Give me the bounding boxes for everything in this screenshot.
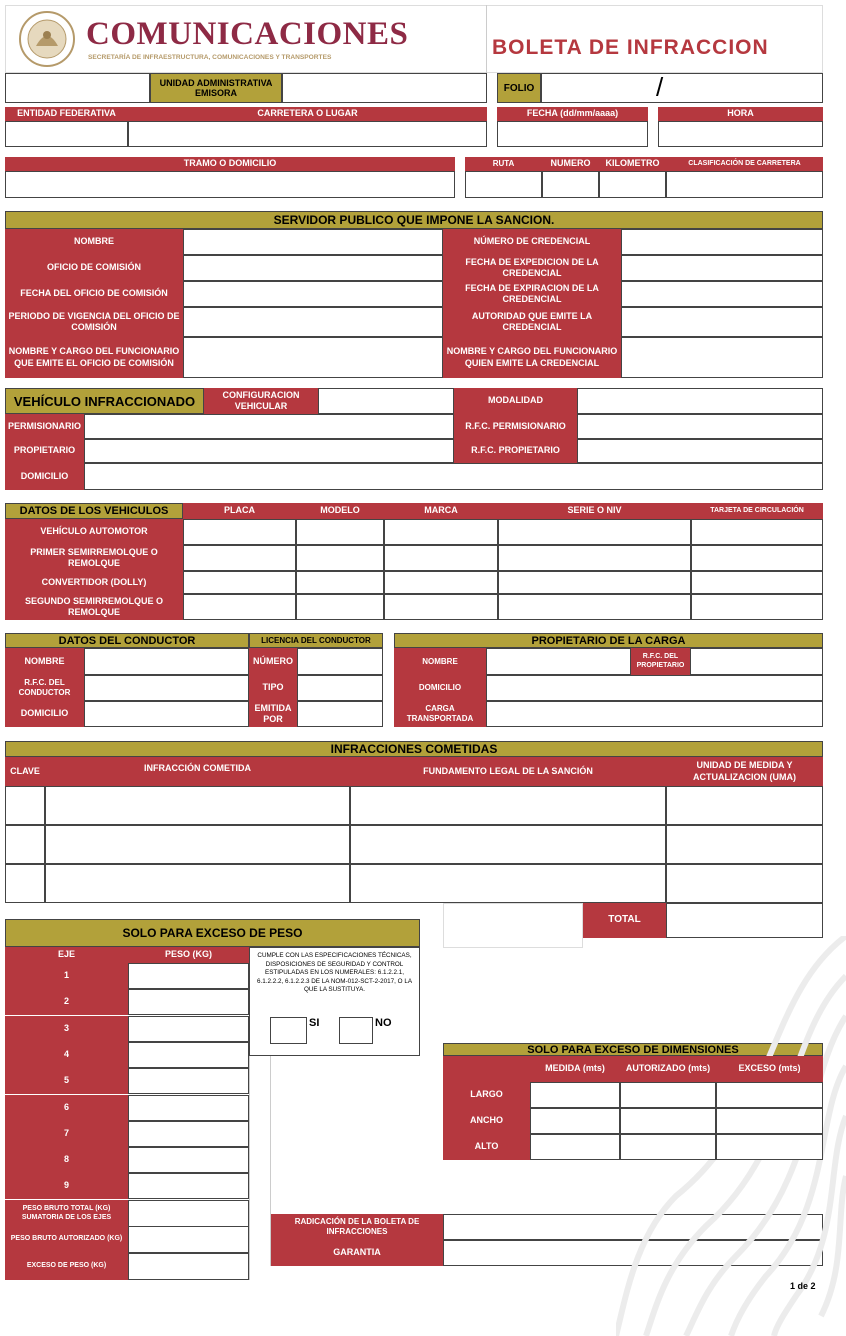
datos-vehiculos-col-header: SERIE O NIV bbox=[498, 503, 691, 519]
servidor-right-label: NOMBRE Y CARGO DEL FUNCIONARIO QUIEN EMITE LA CREDENCIAL bbox=[443, 337, 621, 378]
modalidad-label: MODALIDAD bbox=[454, 388, 577, 414]
conductor-domicilio-field[interactable] bbox=[84, 701, 249, 727]
conductor-nombre-field[interactable] bbox=[84, 648, 249, 675]
licencia-tipo-field[interactable] bbox=[297, 675, 383, 701]
dimensiones-row-label: ANCHO bbox=[443, 1108, 530, 1134]
datos-vehiculos-cell[interactable] bbox=[183, 571, 296, 594]
rfc-propietario-label: R.F.C. PROPIETARIO bbox=[454, 439, 577, 463]
ruta-field[interactable] bbox=[465, 171, 542, 198]
header-divider bbox=[486, 5, 487, 73]
infracciones-title: INFRACCIONES COMETIDAS bbox=[5, 741, 823, 757]
servidor-right-label: FECHA DE EXPIRACION DE LA CREDENCIAL bbox=[443, 281, 621, 307]
permisionario-field[interactable] bbox=[84, 414, 454, 439]
entidad-label: ENTIDAD FEDERATIVA bbox=[5, 107, 128, 121]
datos-vehiculos-cell[interactable] bbox=[296, 519, 384, 545]
licencia-title: LICENCIA DEL CONDUCTOR bbox=[249, 633, 383, 648]
peso-title: SOLO PARA EXCESO DE PESO bbox=[5, 919, 420, 947]
infraccion-clave-cell[interactable] bbox=[5, 786, 45, 825]
no-checkbox[interactable] bbox=[339, 1017, 373, 1044]
datos-vehiculos-col-header: TARJETA DE CIRCULACIÓN bbox=[691, 503, 823, 519]
propietario-label: PROPIETARIO bbox=[5, 439, 84, 463]
datos-vehiculos-col-header: MARCA bbox=[384, 503, 498, 519]
fundamento-cell[interactable] bbox=[350, 864, 666, 903]
tramo-label: TRAMO O DOMICILIO bbox=[5, 157, 455, 171]
peso-kg-header: PESO (KG) bbox=[128, 947, 249, 963]
datos-vehiculos-cell[interactable] bbox=[384, 545, 498, 571]
propietario-field[interactable] bbox=[84, 439, 454, 463]
datos-vehiculos-cell[interactable] bbox=[691, 571, 823, 594]
carga-transportada-label: CARGA TRANSPORTADA bbox=[394, 701, 486, 727]
servidor-left-label: FECHA DEL OFICIO DE COMISIÓN bbox=[5, 281, 183, 307]
peso-cell[interactable] bbox=[128, 1068, 249, 1094]
dimensiones-title: SOLO PARA EXCESO DE DIMENSIONES bbox=[443, 1043, 823, 1056]
datos-vehiculos-row-label: CONVERTIDOR (DOLLY) bbox=[5, 571, 183, 594]
datos-vehiculos-col-header: MODELO bbox=[296, 503, 384, 519]
carga-nombre-label: NOMBRE bbox=[394, 648, 486, 675]
dimensiones-cell[interactable] bbox=[716, 1108, 823, 1134]
no-label: NO bbox=[375, 1017, 392, 1029]
kilometro-field[interactable] bbox=[599, 171, 666, 198]
peso-bruto-total-field[interactable] bbox=[128, 1200, 249, 1227]
configuracion-field[interactable] bbox=[318, 388, 454, 414]
cumple-text: CUMPLE CON LAS ESPECIFICACIONES TÉCNICAS, DISPOSICIONES DE SEGURIDAD Y CONTROL ESTIPULADAS EN LOS NUMERALES: 6.1.2.2.1, 6.1.2.2.2, 6.1.2.2.3 DE LA NOM-012-SCT-2-2017, O LA QUE LA SUSTITUYA. bbox=[256, 952, 413, 993]
datos-vehiculos-cell[interactable] bbox=[691, 545, 823, 571]
datos-vehiculos-cell[interactable] bbox=[384, 519, 498, 545]
datos-vehiculos-col-header: PLACA bbox=[183, 503, 296, 519]
peso-cell[interactable] bbox=[128, 1016, 249, 1042]
peso-cell[interactable] bbox=[128, 1042, 249, 1068]
dimensiones-cell[interactable] bbox=[716, 1134, 823, 1160]
eje-label: 6 bbox=[5, 1095, 128, 1121]
guide-line bbox=[270, 1056, 271, 1266]
conductor-title: DATOS DEL CONDUCTOR bbox=[5, 633, 249, 648]
datos-vehiculos-cell[interactable] bbox=[498, 594, 691, 620]
datos-vehiculos-cell[interactable] bbox=[183, 545, 296, 571]
servidor-right-field[interactable] bbox=[621, 255, 823, 281]
servidor-right-field[interactable] bbox=[621, 229, 823, 255]
rfc-propietario-field[interactable] bbox=[577, 439, 823, 463]
dimensiones-cell[interactable] bbox=[530, 1082, 620, 1108]
datos-vehiculos-cell[interactable] bbox=[296, 545, 384, 571]
servidor-title: SERVIDOR PUBLICO QUE IMPONE LA SANCION. bbox=[5, 211, 823, 229]
modalidad-field[interactable] bbox=[577, 388, 823, 414]
comunicaciones-logo: COMUNICACIONES bbox=[86, 16, 409, 52]
licencia-numero-label: NÚMERO bbox=[249, 648, 297, 675]
fecha-field[interactable] bbox=[497, 121, 648, 147]
datos-vehiculos-cell[interactable] bbox=[498, 545, 691, 571]
eje-label: 1 bbox=[5, 963, 128, 989]
si-checkbox[interactable] bbox=[270, 1017, 307, 1044]
dimensiones-cell[interactable] bbox=[716, 1082, 823, 1108]
infracciones-blank bbox=[443, 903, 583, 948]
fundamento-header: FUNDAMENTO LEGAL DE LA SANCIÓN bbox=[350, 757, 666, 786]
datos-vehiculos-cell[interactable] bbox=[183, 519, 296, 545]
carretera-label: CARRETERA O LUGAR bbox=[128, 107, 487, 121]
vehiculo-title: VEHÍCULO INFRACCIONADO bbox=[5, 388, 204, 414]
rfc-permisionario-field[interactable] bbox=[577, 414, 823, 439]
government-seal-icon bbox=[14, 10, 80, 68]
peso-cell[interactable] bbox=[128, 1095, 249, 1121]
peso-cell[interactable] bbox=[128, 1173, 249, 1199]
peso-cell[interactable] bbox=[128, 1121, 249, 1147]
total-field[interactable] bbox=[666, 903, 823, 938]
folio-label: FOLIO bbox=[497, 73, 541, 103]
carga-title: PROPIETARIO DE LA CARGA bbox=[394, 633, 823, 648]
page-number: 1 de 2 bbox=[790, 1281, 816, 1291]
datos-vehiculos-title: DATOS DE LOS VEHICULOS bbox=[5, 503, 183, 519]
clave-header: CLAVE bbox=[5, 757, 45, 786]
fundamento-cell[interactable] bbox=[350, 825, 666, 864]
dimensiones-col-header: MEDIDA (mts) bbox=[530, 1056, 620, 1082]
conductor-rfc-field[interactable] bbox=[84, 675, 249, 701]
uma-cell[interactable] bbox=[666, 825, 823, 864]
folio-field[interactable] bbox=[541, 73, 823, 103]
garantia-label: GARANTIA bbox=[271, 1240, 443, 1266]
header-left-blank bbox=[5, 73, 150, 103]
datos-vehiculos-row-label: PRIMER SEMIRREMOLQUE O REMOLQUE bbox=[5, 545, 183, 571]
secretaria-subtitle: SECRETARÍA DE INFRAESTRUCTURA, COMUNICACIONES Y TRANSPORTES bbox=[88, 54, 332, 61]
licencia-emitida-field[interactable] bbox=[297, 701, 383, 727]
servidor-left-label: OFICIO DE COMISIÓN bbox=[5, 255, 183, 281]
servidor-left-field[interactable] bbox=[183, 229, 443, 255]
servidor-right-label: NÚMERO DE CREDENCIAL bbox=[443, 229, 621, 255]
eje-label: 2 bbox=[5, 989, 128, 1015]
conductor-nombre-label: NOMBRE bbox=[5, 648, 84, 675]
infraccion-cell[interactable] bbox=[45, 825, 350, 864]
carga-transportada-field[interactable] bbox=[486, 701, 823, 727]
conductor-domicilio-label: DOMICILIO bbox=[5, 701, 84, 727]
entidad-field[interactable] bbox=[5, 121, 128, 147]
radicacion-label: RADICACIÓN DE LA BOLETA DE INFRACCIONES bbox=[271, 1214, 443, 1240]
peso-bruto-autorizado-label: PESO BRUTO AUTORIZADO (KG) bbox=[5, 1226, 128, 1253]
eje-label: 3 bbox=[5, 1016, 128, 1042]
dimensiones-cell[interactable] bbox=[530, 1134, 620, 1160]
infraccion-header: INFRACCIÓN COMETIDA bbox=[45, 757, 350, 786]
dimensiones-col-header: EXCESO (mts) bbox=[716, 1056, 823, 1082]
servidor-right-label: FECHA DE EXPEDICION DE LA CREDENCIAL bbox=[443, 255, 621, 281]
datos-vehiculos-cell[interactable] bbox=[384, 571, 498, 594]
peso-cell[interactable] bbox=[128, 989, 249, 1015]
guide-line bbox=[249, 1056, 250, 1280]
eje-label: 5 bbox=[5, 1068, 128, 1094]
eje-label: 8 bbox=[5, 1147, 128, 1173]
eje-header: EJE bbox=[5, 947, 128, 963]
eje-label: 7 bbox=[5, 1121, 128, 1147]
eje-label: 4 bbox=[5, 1042, 128, 1068]
datos-vehiculos-cell[interactable] bbox=[183, 594, 296, 620]
carga-rfc-label: R.F.C. DEL PROPIETARIO bbox=[631, 648, 690, 675]
rfc-permisionario-label: R.F.C. PERMISIONARIO bbox=[454, 414, 577, 439]
configuracion-label: CONFIGURACION VEHICULAR bbox=[204, 388, 318, 414]
servidor-right-field[interactable] bbox=[621, 337, 823, 378]
form-title: BOLETA DE INFRACCION bbox=[492, 36, 769, 59]
infraccion-clave-cell[interactable] bbox=[5, 825, 45, 864]
infraccion-cell[interactable] bbox=[45, 864, 350, 903]
dimensiones-cell[interactable] bbox=[620, 1082, 716, 1108]
folio-separator: / bbox=[656, 72, 664, 102]
datos-vehiculos-cell[interactable] bbox=[498, 519, 691, 545]
servidor-left-field[interactable] bbox=[183, 255, 443, 281]
dimensiones-row-label: ALTO bbox=[443, 1134, 530, 1160]
peso-cell[interactable] bbox=[128, 963, 249, 989]
carga-domicilio-label: DOMICILIO bbox=[394, 675, 486, 701]
dimensiones-col-header: AUTORIZADO (mts) bbox=[620, 1056, 716, 1082]
clasificacion-field[interactable] bbox=[666, 171, 823, 198]
domicilio-vehiculo-field[interactable] bbox=[84, 463, 823, 490]
carga-rfc-field[interactable] bbox=[690, 648, 823, 675]
licencia-numero-field[interactable] bbox=[297, 648, 383, 675]
servidor-right-label: AUTORIDAD QUE EMITE LA CREDENCIAL bbox=[443, 307, 621, 337]
hora-field[interactable] bbox=[658, 121, 823, 147]
fundamento-cell[interactable] bbox=[350, 786, 666, 825]
datos-vehiculos-row-label: SEGUNDO SEMIRREMOLQUE O REMOLQUE bbox=[5, 594, 183, 620]
servidor-right-field[interactable] bbox=[621, 307, 823, 337]
dimensiones-row-label: LARGO bbox=[443, 1082, 530, 1108]
exceso-peso-field[interactable] bbox=[128, 1253, 249, 1280]
carretera-field[interactable] bbox=[128, 121, 487, 147]
servidor-left-label: NOMBRE bbox=[5, 229, 183, 255]
carga-nombre-field[interactable] bbox=[486, 648, 631, 675]
kilometro-label: KILOMETRO bbox=[599, 157, 666, 171]
hora-label: HORA bbox=[658, 107, 823, 121]
total-label: TOTAL bbox=[583, 903, 666, 938]
domicilio-vehiculo-label: DOMICILIO bbox=[5, 463, 84, 490]
datos-vehiculos-cell[interactable] bbox=[384, 594, 498, 620]
dimensiones-cell[interactable] bbox=[620, 1108, 716, 1134]
tramo-field[interactable] bbox=[5, 171, 455, 198]
dimensiones-cell[interactable] bbox=[620, 1134, 716, 1160]
dimensiones-corner bbox=[443, 1056, 530, 1082]
datos-vehiculos-row-label: VEHÍCULO AUTOMOTOR bbox=[5, 519, 183, 545]
peso-cell[interactable] bbox=[128, 1147, 249, 1173]
licencia-tipo-label: TIPO bbox=[249, 675, 297, 701]
servidor-left-field[interactable] bbox=[183, 281, 443, 307]
ruta-label: RUTA bbox=[465, 157, 542, 171]
uma-header: UNIDAD DE MEDIDA Y ACTUALIZACION (UMA) bbox=[666, 757, 823, 786]
conductor-rfc-label: R.F.C. DEL CONDUCTOR bbox=[5, 675, 84, 701]
licencia-emitida-label: EMITIDA POR bbox=[249, 701, 297, 727]
servidor-right-field[interactable] bbox=[621, 281, 823, 307]
infraccion-cell[interactable] bbox=[45, 786, 350, 825]
numero-field[interactable] bbox=[542, 171, 599, 198]
datos-vehiculos-cell[interactable] bbox=[296, 594, 384, 620]
exceso-peso-label: EXCESO DE PESO (KG) bbox=[5, 1253, 128, 1280]
infraccion-clave-cell[interactable] bbox=[5, 864, 45, 903]
datos-vehiculos-cell[interactable] bbox=[691, 594, 823, 620]
numero-label: NUMERO bbox=[542, 157, 599, 171]
uma-cell[interactable] bbox=[666, 864, 823, 903]
carga-domicilio-field[interactable] bbox=[486, 675, 823, 701]
peso-bruto-autorizado-field[interactable] bbox=[128, 1226, 249, 1253]
servidor-left-label: NOMBRE Y CARGO DEL FUNCIONARIO QUE EMITE EL OFICIO DE COMISIÓN bbox=[5, 337, 183, 378]
uma-cell[interactable] bbox=[666, 786, 823, 825]
servidor-left-field[interactable] bbox=[183, 337, 443, 378]
eje-label: 9 bbox=[5, 1173, 128, 1199]
unidad-field[interactable] bbox=[282, 73, 487, 103]
permisionario-label: PERMISIONARIO bbox=[5, 414, 84, 439]
fecha-label: FECHA (dd/mm/aaaa) bbox=[497, 107, 648, 121]
unidad-label: UNIDAD ADMINISTRATIVA EMISORA bbox=[150, 73, 282, 103]
datos-vehiculos-cell[interactable] bbox=[691, 519, 823, 545]
datos-vehiculos-cell[interactable] bbox=[498, 571, 691, 594]
datos-vehiculos-cell[interactable] bbox=[296, 571, 384, 594]
peso-bruto-total-label: PESO BRUTO TOTAL (KG) SUMATORIA DE LOS EJES bbox=[5, 1200, 128, 1227]
dimensiones-cell[interactable] bbox=[530, 1108, 620, 1134]
clasificacion-label: CLASIFICACIÓN DE CARRETERA bbox=[666, 157, 823, 171]
servidor-left-label: PERIODO DE VIGENCIA DEL OFICIO DE COMISIÓN bbox=[5, 307, 183, 337]
servidor-left-field[interactable] bbox=[183, 307, 443, 337]
si-label: SI bbox=[309, 1017, 320, 1029]
